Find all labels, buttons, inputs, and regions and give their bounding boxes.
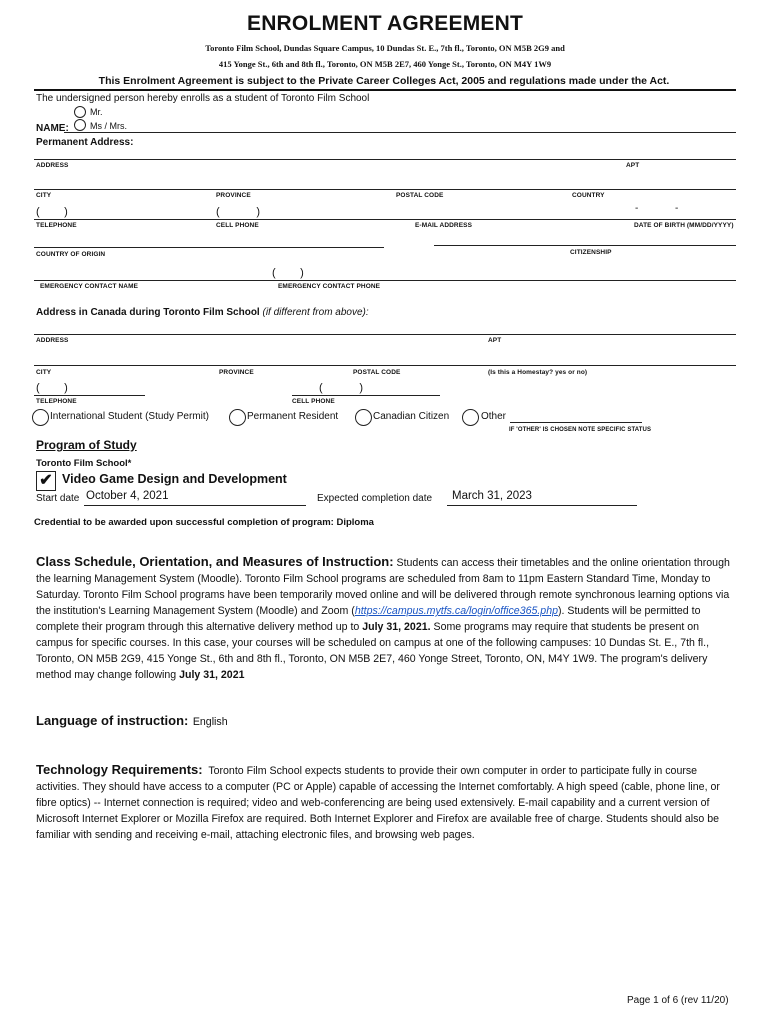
dob-dash-1: -	[635, 203, 639, 214]
completion-date-field[interactable]	[447, 505, 637, 506]
emergency-name-label: EMERGENCY CONTACT NAME	[40, 283, 139, 290]
language-section	[36, 712, 228, 730]
schedule-date-1: July 31, 2021.	[362, 621, 431, 633]
start-date-label: Start date	[36, 493, 80, 504]
start-date-field[interactable]	[84, 505, 306, 506]
apt-label: APT	[626, 162, 640, 169]
page-footer: Page 1 of 6 (rev 11/20)	[627, 995, 729, 1006]
homestay-label: (Is this a Homestay? yes or no)	[488, 369, 588, 376]
canadian-citizen-radio[interactable]	[355, 409, 372, 426]
technology-body: Toronto Film School expects students to provide their own computer in order to participate fully in course activities. They should have access to a computer (PC or Apple) capable of accessing the Internet comfortably. A high speed (cable, phone line, or fibre optics) -- Internet connection is required; video and web-conferencing are being used extensively. E-mail capability and a current version of Microsoft Internet Explorer or Mozilla Firefox are required. Both Internet Explorer and Firefox are available free of charge. Students should also be familiar with sending and receiving e-mail, attaching electronic files, and browsing web pages.	[36, 765, 720, 841]
address-label: ADDRESS	[36, 162, 69, 169]
canada-city-field[interactable]	[34, 365, 736, 366]
email-label: E-MAIL ADDRESS	[415, 222, 473, 229]
cell-phone-label: CELL PHONE	[216, 222, 259, 229]
credential-line	[34, 517, 374, 528]
start-date-value[interactable]: October 4, 2021	[86, 490, 169, 502]
name-field[interactable]	[64, 132, 736, 133]
credential-value: Diploma	[336, 517, 374, 528]
emergency-phone-parens: ( )	[272, 267, 304, 279]
canada-cell-label: CELL PHONE	[292, 398, 335, 405]
other-note: IF 'OTHER' IS CHOSEN NOTE SPECIFIC STATUS	[509, 427, 652, 433]
canada-address-label-small: ADDRESS	[36, 337, 69, 344]
schedule-body-2: ). Students will be permitted to complete their program through this alternative delivery method up to	[36, 605, 701, 633]
dob-dash-2: -	[675, 203, 679, 214]
program-checkbox[interactable]: ✔	[36, 471, 56, 491]
canada-apt-label: APT	[488, 337, 502, 344]
telephone-parens: ( )	[36, 206, 68, 218]
program-name: Video Game Design and Development	[62, 472, 287, 486]
canada-telephone-field[interactable]	[34, 395, 145, 396]
page-title: ENROLMENT AGREEMENT	[246, 12, 524, 35]
intro-text: The undersigned person hereby enrolls as a student of Toronto Film School	[36, 93, 370, 104]
cellphone-parens: ( )	[216, 206, 260, 218]
mr-label: Mr.	[90, 107, 103, 117]
permanent-resident-radio[interactable]	[229, 409, 246, 426]
canadian-citizen-label: Canadian Citizen	[373, 411, 450, 422]
canada-postal-label: POSTAL CODE	[353, 369, 401, 376]
postal-code-label: POSTAL CODE	[396, 192, 444, 199]
address-line-2: 415 Yonge St., 6th and 8th fl., Toronto, ON M5B 2E7, 460 Yonge St., Toronto, ON M4Y 1W9	[218, 59, 552, 69]
province-label: PROVINCE	[216, 192, 251, 199]
canada-cell-field[interactable]	[292, 395, 440, 396]
city-label: CITY	[36, 192, 52, 199]
schedule-date-2: July 31, 2021	[179, 669, 245, 681]
country-of-origin-field[interactable]	[34, 247, 384, 248]
phone-row-field[interactable]	[34, 219, 736, 220]
canada-telephone-label: TELEPHONE	[36, 398, 77, 405]
canada-address-note: (if different from above):	[262, 307, 369, 318]
permanent-address-label: Permanent Address:	[36, 137, 134, 148]
schedule-heading: Class Schedule, Orientation, and Measures of Instruction:	[36, 554, 394, 569]
canada-province-label: PROVINCE	[219, 369, 254, 376]
credential-label: Credential to be awarded upon successful completion of program:	[34, 517, 334, 528]
citizenship-field[interactable]	[434, 245, 736, 246]
country-label: COUNTRY	[572, 192, 605, 199]
schedule-section	[36, 554, 736, 683]
citizenship-label: CITIZENSHIP	[570, 249, 612, 256]
other-status-field[interactable]	[510, 422, 642, 423]
completion-date-value[interactable]: March 31, 2023	[452, 490, 532, 502]
canada-city-label: CITY	[36, 369, 52, 376]
city-field[interactable]	[34, 189, 736, 190]
dob-label: DATE OF BIRTH (MM/DD/YYYY)	[634, 222, 734, 229]
permanent-resident-label: Permanent Resident	[247, 411, 339, 422]
canada-tel-parens: ( )	[36, 382, 68, 394]
international-student-label: International Student (Study Permit)	[50, 411, 209, 422]
program-school: Toronto Film School*	[36, 458, 132, 469]
moodle-link[interactable]: https://campus.mytfs.ca/login/office365.php	[354, 605, 558, 617]
ms-radio[interactable]	[74, 119, 86, 131]
canada-address-heading	[36, 307, 369, 318]
canada-cell-parens: ( )	[319, 382, 363, 394]
canada-address-label: Address in Canada during Toronto Film School	[36, 307, 260, 318]
canada-address-field[interactable]	[34, 334, 736, 335]
other-label: Other	[481, 411, 507, 422]
technology-heading: Technology Requirements:	[36, 762, 203, 777]
schedule-body-1: Students can access their timetables and the online orientation through the learning Management System (Moodle). Toronto Film School programs are scheduled from 8am to 11pm Eastern Standard Time, Monday to Saturday. Toronto Film School programs have been temporarily moved online and will be delivered through remote synchronous learning options via the institution's Learning Management System (Moodle) and Zoom (	[36, 557, 730, 617]
notice-rule	[34, 89, 736, 91]
notice: This Enrolment Agreement is subject to the Private Career Colleges Act, 2005 and regulations made under the Act.	[98, 75, 670, 87]
language-value: English	[192, 716, 228, 728]
program-heading: Program of Study	[36, 438, 137, 452]
language-heading: Language of instruction:	[36, 713, 189, 728]
schedule-body-3: Some programs may require that students be present on campus for specific courses. In this case, your courses will be scheduled on campus at one of the following campuses: 10 Dundas St. E., 7th fl., Toronto, ON M5B 2G9, 415 Yonge St., 6th and 8th fl., Toronto, ON M5B 2E7, 460 Yonge Street, Toronto, ON, M4Y 1W9. The program's delivery method may change following	[36, 621, 710, 681]
address-field[interactable]	[34, 159, 736, 160]
completion-date-label: Expected completion date	[317, 493, 433, 504]
name-label: NAME:	[36, 123, 69, 134]
mr-radio[interactable]	[74, 106, 86, 118]
telephone-label: TELEPHONE	[36, 222, 77, 229]
emergency-phone-label: EMERGENCY CONTACT PHONE	[278, 283, 381, 290]
international-student-radio[interactable]	[32, 409, 49, 426]
country-of-origin-label: COUNTRY OF ORIGIN	[36, 251, 106, 258]
ms-label: Ms / Mrs.	[90, 121, 127, 131]
emergency-field[interactable]	[34, 280, 736, 281]
address-line-1: Toronto Film School, Dundas Square Campus, 10 Dundas St. E., 7th fl., Toronto, ON M5B 2G9 and	[205, 43, 565, 53]
other-radio[interactable]	[462, 409, 479, 426]
technology-section	[36, 762, 736, 843]
